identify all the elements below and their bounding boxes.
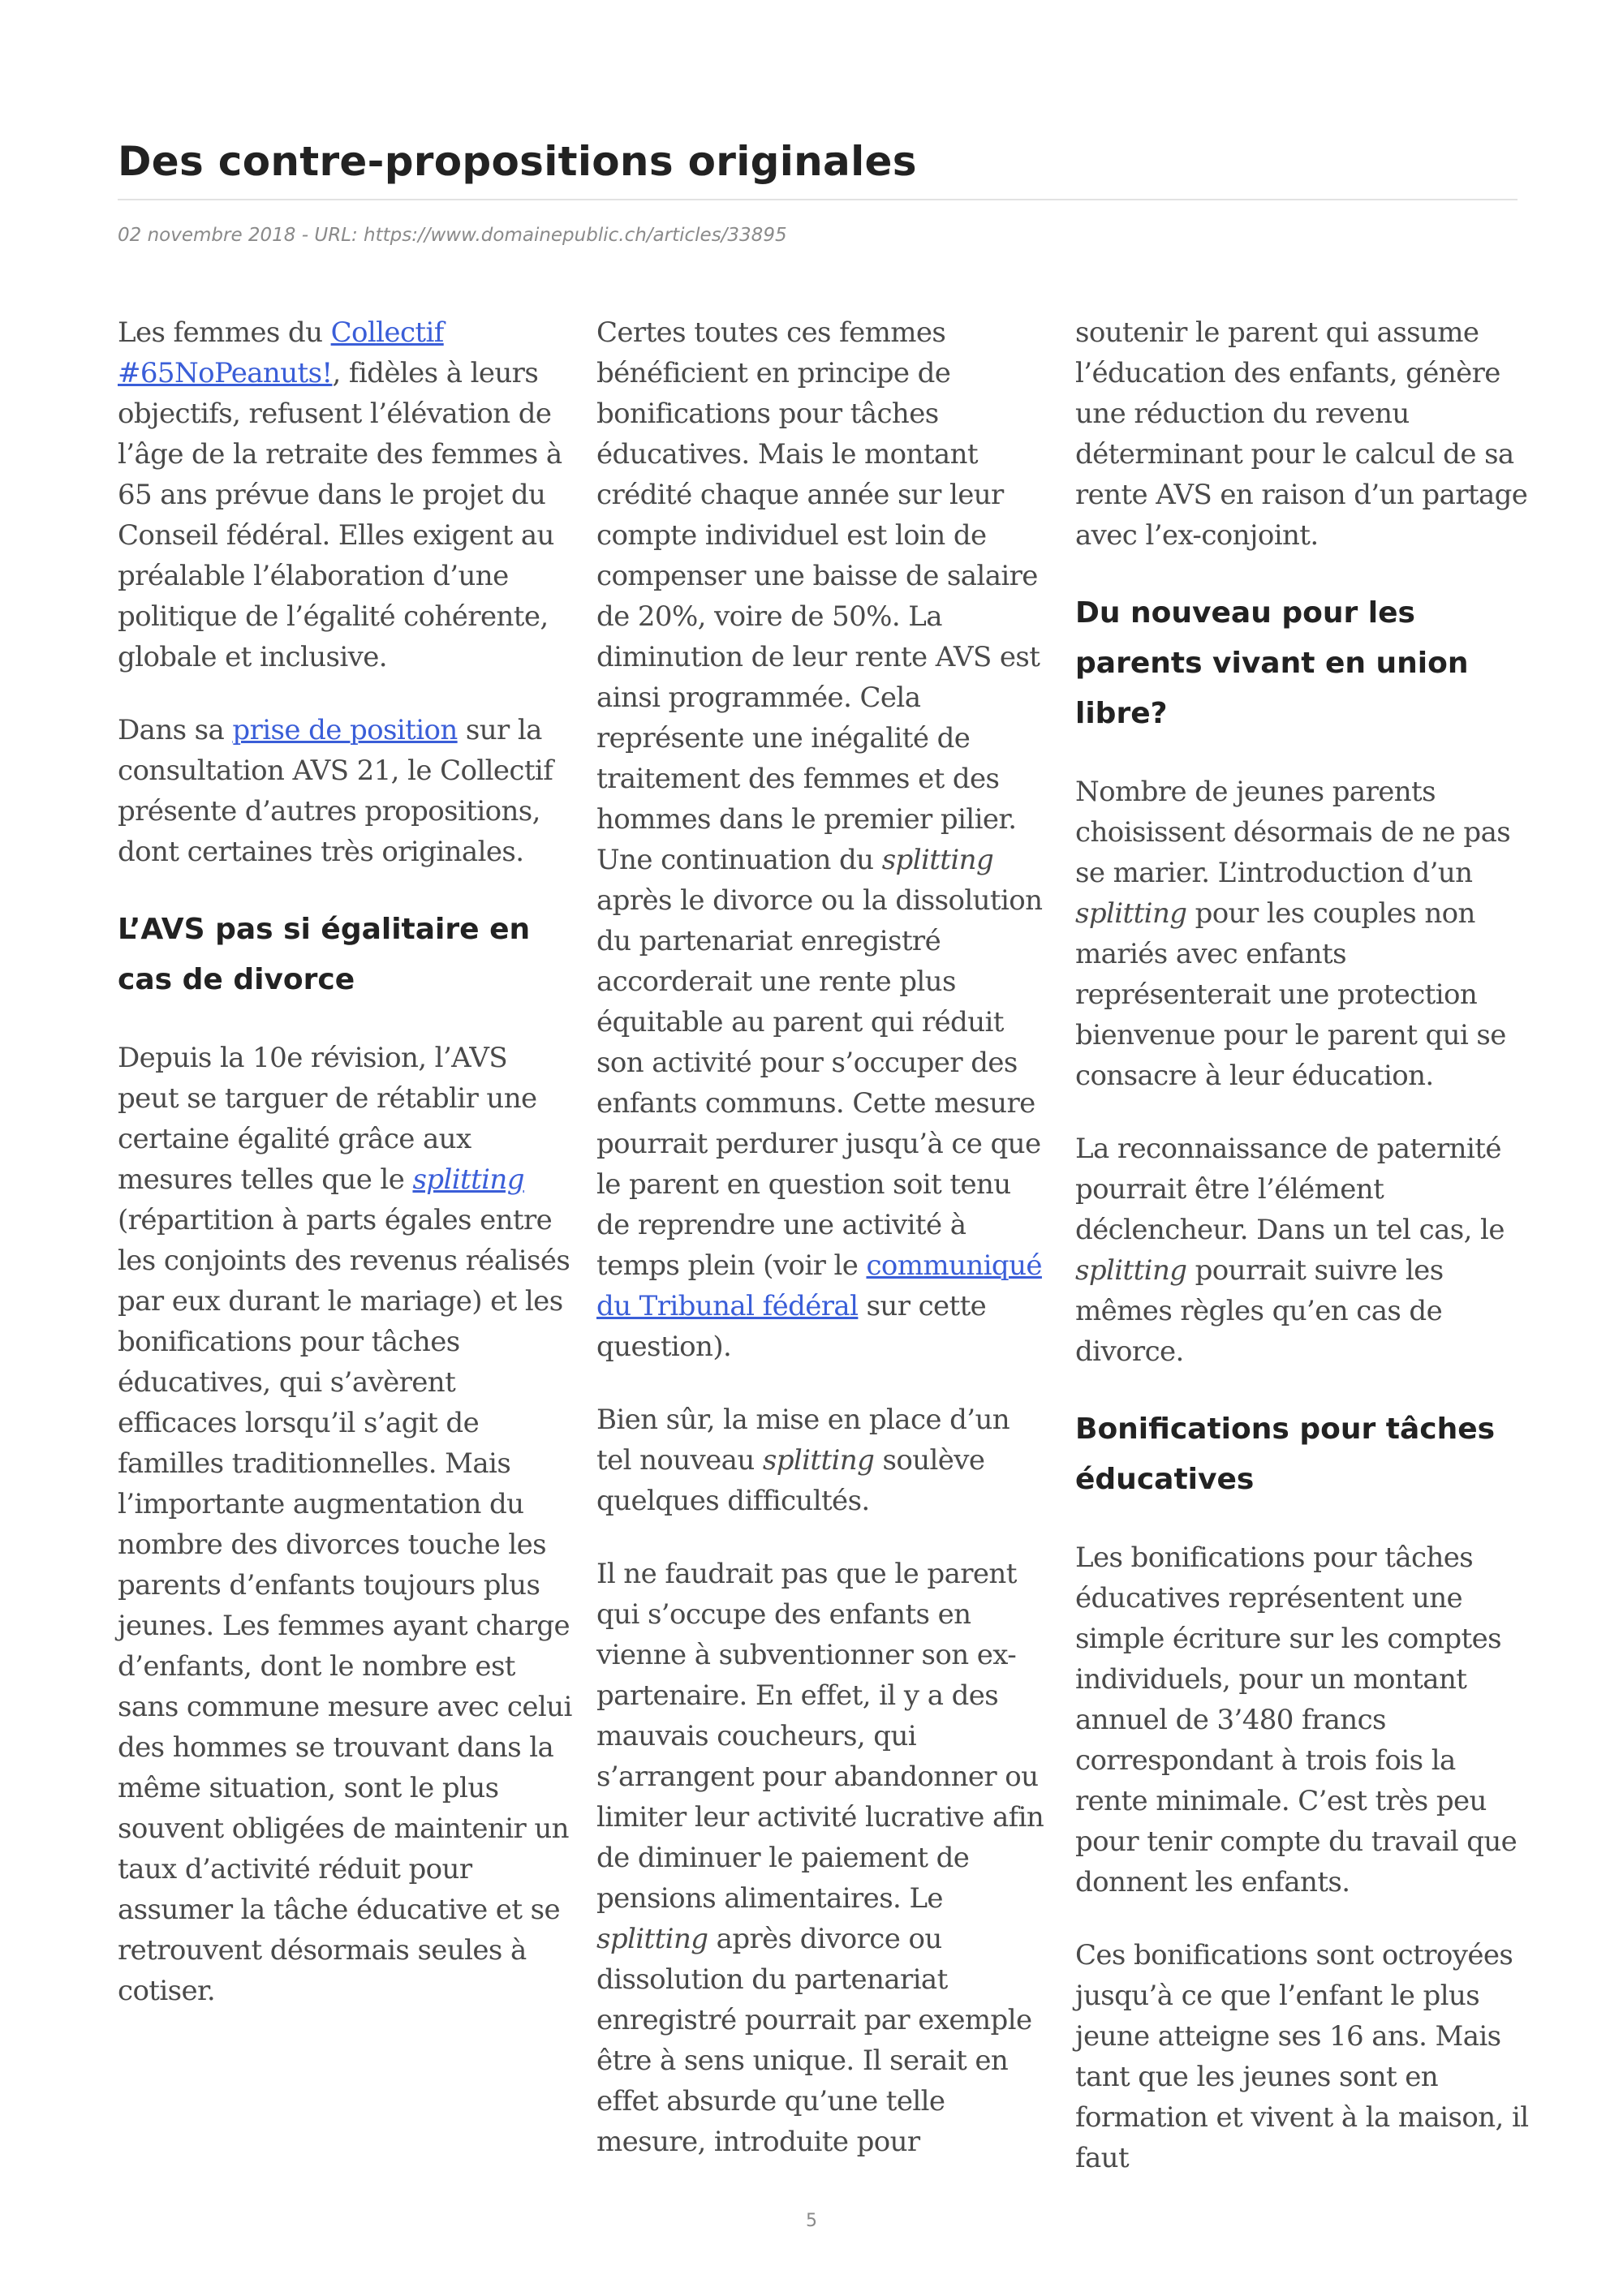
paragraph: Certes toutes ces femmes bénéficient en principe de bonifications pour tâches éducatives. Mais le montant crédité chaque année sur leur compte individuel est loin de compenser une baisse de salaire de 20%, voire de 50%. La diminution de leur rente AVS est ainsi programmée. Cela représente une inégalité de traitement des femmes et des hommes dans le premier pilier. Une continuation du splitting après le divorce ou la dissolution du partenariat enregistré accorderait une rente plus équitable au parent qui réduit son activité pour s’occuper des enfants communs. Cette mesure pourrait perdurer jusqu’à ce que le parent en question soit tenu de reprendre une activité à temps plein (voir le communiqué du Tribunal fédéral sur cette question). bbox=[596, 316, 1043, 1363]
paragraph: Dans sa prise de position sur la consultation AVS 21, le Collectif présente d’autres propositions, dont certaines très originales. bbox=[118, 714, 553, 868]
section-heading: Du nouveau pour les parents vivant en union libre? bbox=[1075, 596, 1469, 730]
section-heading: L’AVS pas si égalitaire en cas de divorce bbox=[118, 913, 531, 996]
column-1 bbox=[118, 312, 572, 2044]
paragraph: Les bonifications pour tâches éducatives représentent une simple écriture sur les comptes individuels, pour un montant annuel de 3’480 francs correspondant à trois fois la rente minimale. C’est très peu pour tenir compte du travail que donnent les enfants. bbox=[1075, 1541, 1518, 1898]
article-meta: 02 novembre 2018 - URL: https://www.domainepublic.ch/articles/33895 bbox=[118, 225, 787, 246]
paragraph: La reconnaissance de paternité pourrait être l’élément déclencheur. Dans un tel cas, le splitting pourrait suivre les mêmes règles qu’en cas de divorce. bbox=[1075, 1133, 1505, 1368]
paragraph: soutenir le parent qui assume l’éducation des enfants, génère une réduction du revenu déterminant pour le calcul de sa rente AVS en raison d’un partage avec l’ex-conjoint. bbox=[1075, 316, 1528, 552]
link-collectif[interactable]: Collectif #65NoPeanuts! bbox=[118, 316, 444, 389]
article-title: Des contre-propositions originales bbox=[118, 138, 917, 185]
paragraph: Bien sûr, la mise en place d’un tel nouveau splitting soulève quelques difficultés. bbox=[596, 1404, 1010, 1517]
link-communique-tribunal[interactable]: communiqué du Tribunal fédéral bbox=[596, 1249, 1042, 1322]
paragraph: Depuis la 10e révision, l’AVS peut se targuer de rétablir une certaine égalité grâce aux mesures telles que le splitting (répartition à parts égales entre les conjoints des revenus réalisés par eux durant le mariage) et les bonifications pour tâches éducatives, qui s’avèrent efficaces lorsqu’il s’agit de familles traditionnelles. Mais l’importante augmentation du nombre des divorces touche les parents d’enfants toujours plus jeunes. Les femmes ayant charge d’enfants, dont le nombre est sans commune mesure avec celui des hommes se trouvant dans la même situation, sont le plus souvent obligées de maintenir un taux d’activité réduit pour assumer la tâche éducative et se retrouvent désormais seules à cotiser. bbox=[118, 1042, 572, 2007]
paragraph: Ces bonifications sont octroyées jusqu’à ce que l’enfant le plus jeune atteigne ses 16 ans. Mais tant que les jeunes sont en formation et vivent à la maison, il faut bbox=[1075, 1939, 1529, 2174]
column-2 bbox=[596, 312, 1051, 2195]
link-splitting[interactable]: splitting bbox=[412, 1163, 524, 1196]
page-number: 5 bbox=[806, 2211, 817, 2231]
paragraph: Les femmes du Collectif #65NoPeanuts!, fidèles à leurs objectifs, refusent l’élévation de l’âge de la retraite des femmes à 65 ans prévue dans le projet du Conseil fédéral. Elles exigent au préalable l’élaboration d’une politique de l’égalité cohérente, globale et inclusive. bbox=[118, 316, 562, 673]
column-3 bbox=[1075, 312, 1530, 2211]
title-divider bbox=[118, 199, 1518, 200]
paragraph: Nombre de jeunes parents choisissent désormais de ne pas se marier. L’introduction d’un splitting pour les couples non mariés avec enfants représenterait une protection bienvenue pour le parent qui se consacre à leur éducation. bbox=[1075, 776, 1511, 1092]
section-heading: Bonifications pour tâches éducatives bbox=[1075, 1412, 1496, 1496]
link-prise-de-position[interactable]: prise de position bbox=[232, 714, 458, 746]
paragraph: Il ne faudrait pas que le parent qui s’occupe des enfants en vienne à subventionner son ex-partenaire. En effet, il y a des mauvais coucheurs, qui s’arrangent pour abandonner ou limiter leur activité lucrative afin de diminuer le paiement de pensions alimentaires. Le splitting après divorce ou dissolution du partenariat enregistré pourrait par exemple être à sens unique. Il serait en effet absurde qu’une telle mesure, introduite pour bbox=[596, 1558, 1044, 2158]
